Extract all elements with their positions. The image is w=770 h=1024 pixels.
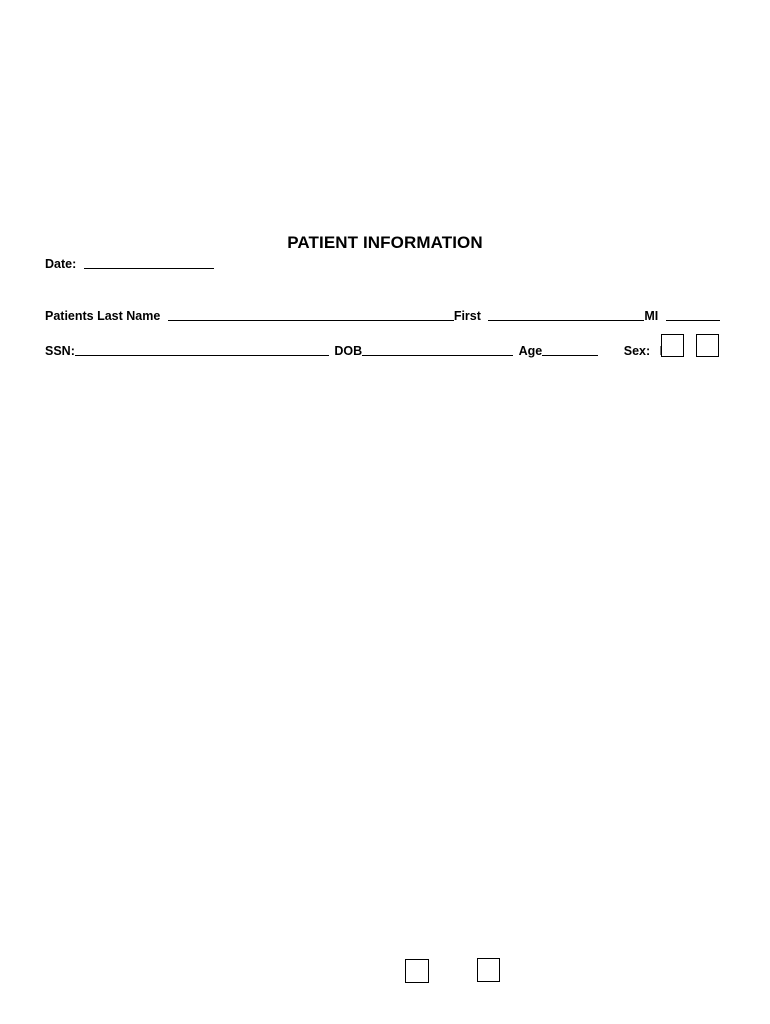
first-name-field[interactable]: [488, 308, 644, 321]
ssn-row: [45, 343, 670, 359]
date-label: Date:: [45, 257, 77, 271]
first-name-label: First: [453, 309, 481, 323]
dob-label: DOB: [334, 344, 363, 358]
sex-female-checkbox[interactable]: [696, 334, 719, 357]
middle-initial-field[interactable]: [666, 308, 720, 321]
date-field[interactable]: [84, 256, 214, 269]
sex-label: Sex:: [623, 344, 651, 358]
ssn-field[interactable]: [75, 343, 329, 356]
date-row: [45, 256, 214, 272]
age-label: Age: [518, 344, 543, 358]
dob-field[interactable]: [362, 343, 513, 356]
last-name-field[interactable]: [168, 308, 454, 321]
form-title: PATIENT INFORMATION: [287, 233, 483, 252]
age-field[interactable]: [542, 343, 598, 356]
middle-initial-label: MI: [644, 309, 659, 323]
last-name-label: Patients Last Name: [45, 309, 161, 323]
bottom-checkbox-right[interactable]: [477, 958, 500, 982]
sex-male-checkbox[interactable]: [661, 334, 684, 357]
name-row: [45, 308, 720, 324]
ssn-label: SSN:: [45, 344, 75, 358]
bottom-checkbox-left[interactable]: [405, 959, 429, 983]
